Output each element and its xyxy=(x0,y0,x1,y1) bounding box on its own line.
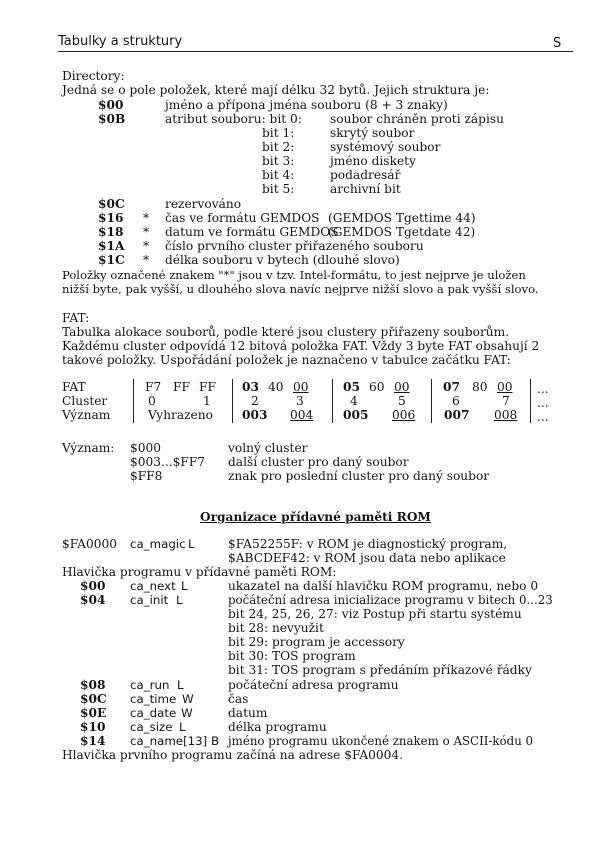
rom-field-type: L xyxy=(177,678,184,692)
fat-byte: 00 xyxy=(394,380,410,394)
intel-mark: * xyxy=(143,211,150,225)
fat-byte: FF xyxy=(199,380,216,394)
fat-byte: 00 xyxy=(497,380,513,394)
fat-row-label: FAT xyxy=(62,380,86,394)
rom-field-name: ca_magic xyxy=(130,537,186,551)
fat-ellipsis: ... xyxy=(537,382,549,396)
fat-text-line: takové položky. Uspořádání položek je naznačeno v tabulce začátku FAT: xyxy=(62,353,511,367)
bit-label: bit 1: xyxy=(262,126,295,140)
vyznam-code: $FF8 xyxy=(130,469,163,483)
vyznam-label: Význam: xyxy=(62,441,115,455)
bit-label: bit 2: xyxy=(262,140,295,154)
cluster-number: 2 xyxy=(251,394,259,408)
fat-ellipsis: ... xyxy=(537,410,549,424)
bit-desc: systémový soubor xyxy=(330,140,441,154)
rom-field-desc: počáteční adresa programu xyxy=(228,678,399,692)
dir-desc: čas ve formátu GEMDOS xyxy=(165,211,320,225)
rom-footer-note: Hlavička prvního programu začíná na adrese $FA0004. xyxy=(62,748,404,762)
dir-offset: $16 xyxy=(98,211,124,225)
dir-desc: jméno a přípona jména souboru (8 + 3 znaky) xyxy=(165,98,448,112)
dir-offset: $1A xyxy=(98,239,125,253)
cluster-number: 5 xyxy=(398,394,406,408)
fat-byte: 40 xyxy=(268,380,284,394)
bit-desc: podadresář xyxy=(330,168,401,182)
rom-field-type: L xyxy=(179,720,186,734)
bit-desc: skrytý soubor xyxy=(330,126,415,140)
dir-offset: $0B xyxy=(98,112,126,126)
vyznam-text: další cluster pro daný soubor xyxy=(228,455,409,469)
dir-offset: $0C xyxy=(98,197,125,211)
bit-desc: jméno diskety xyxy=(330,154,416,168)
rom-magic-desc: $FA52255F: v ROM je diagnostický program, xyxy=(228,537,508,551)
cluster-number: 1 xyxy=(203,394,211,408)
gemdos-ref: (GEMDOS Tgettime 44) xyxy=(328,211,476,225)
rom-init-bit: bit 29: program je accessory xyxy=(228,635,405,649)
directory-label: Directory: xyxy=(62,69,125,83)
rom-field-offset: $00 xyxy=(80,579,106,593)
vyznam-code: $003...$FF7 xyxy=(130,455,206,469)
rom-magic-desc: $ABCDEF42: v ROM jsou data nebo aplikace xyxy=(228,551,506,565)
cluster-meaning: 004 xyxy=(290,408,314,422)
page-number: S xyxy=(553,36,562,51)
rom-field-offset: $0C xyxy=(80,692,107,706)
rom-header-intro: Hlavička programu v přídavné paměti ROM: xyxy=(62,565,337,579)
cluster-number: 0 xyxy=(148,394,156,408)
fat-byte: 60 xyxy=(369,380,385,394)
rom-field-type: L xyxy=(188,537,195,551)
cluster-meaning: 007 xyxy=(444,408,470,422)
intel-mark: * xyxy=(143,253,150,267)
rom-magic-address: $FA0000 xyxy=(62,537,117,551)
rom-field-offset: $10 xyxy=(80,720,106,734)
rom-field-name: ca_date xyxy=(130,706,177,720)
rom-field-offset: $14 xyxy=(80,734,106,748)
fat-text-line: Každému cluster odpovídá 12 bitová položka FAT. Vždy 3 byte FAT obsahují 2 xyxy=(62,339,540,353)
intel-mark: * xyxy=(143,225,150,239)
intel-note-line: Položky označené znakem "*" jsou v tzv. Intel-formátu, to jest nejprve je uložen xyxy=(62,268,526,282)
rom-init-bit: bit 30: TOS program xyxy=(228,649,356,663)
gemdos-ref: (GEMDOS Tgetdate 42) xyxy=(328,225,476,239)
vyznam-text: znak pro poslední cluster pro daný soubor xyxy=(228,469,490,483)
bit-label: bit 3: xyxy=(262,154,295,168)
cluster-meaning: 008 xyxy=(494,408,518,422)
rom-field-desc: ukazatel na další hlavičku ROM programu, nebo 0 xyxy=(228,579,539,593)
header-rule xyxy=(58,51,573,52)
fat-byte: 05 xyxy=(343,380,360,394)
bit-label: bit 5: xyxy=(262,182,295,196)
intel-note-line: nižší byte, pak vyšší, u dlouhého slova navíc nejprve nižší slovo a pak vyšší slovo. xyxy=(62,282,539,296)
dir-offset: $1C xyxy=(98,253,125,267)
fat-text-line: Tabulka alokace souborů, podle které jsou clustery přiřazeny souborům. xyxy=(62,325,510,339)
cluster-number: 4 xyxy=(350,394,358,408)
cluster-meaning: 003 xyxy=(242,408,268,422)
fat-byte: 00 xyxy=(293,380,309,394)
cluster-meaning: 006 xyxy=(392,408,416,422)
fat-label: FAT: xyxy=(62,311,90,325)
cluster-meaning: Vyhrazeno xyxy=(148,408,213,422)
cluster-number: 3 xyxy=(296,394,304,408)
rom-field-type: W xyxy=(182,692,194,706)
fat-byte: 07 xyxy=(443,380,460,394)
page-header-title: Tabulky a struktury xyxy=(58,34,183,49)
dir-offset: $00 xyxy=(98,98,124,112)
rom-init-bit: bit 31: TOS program s předáním příkazové řádky xyxy=(228,663,532,677)
rom-field-desc: počáteční adresa inicializace programu v bitech 0...23 xyxy=(228,593,553,607)
rom-init-bit: bit 28: nevyužit xyxy=(228,621,324,635)
intel-mark: * xyxy=(143,239,150,253)
dir-desc: atribut souboru: bit 0: xyxy=(165,112,302,126)
directory-intro: Jedná se o pole položek, které mají délku 32 bytů. Jejich struktura je: xyxy=(62,83,490,97)
rom-field-name: ca_size xyxy=(130,720,173,734)
cluster-number: 6 xyxy=(452,394,460,408)
rom-field-desc: čas xyxy=(228,692,249,706)
bit-desc: archivní bit xyxy=(330,182,401,196)
rom-field-type: L xyxy=(181,579,188,593)
bit-desc: soubor chráněn proti zápisu xyxy=(330,112,504,126)
rom-field-desc: délka programu xyxy=(228,720,327,734)
rom-field-offset: $08 xyxy=(80,678,106,692)
vyznam-text: volný cluster xyxy=(228,441,308,455)
fat-row-label: Cluster xyxy=(62,394,108,408)
rom-field-offset: $04 xyxy=(80,593,106,607)
rom-field-desc: jméno programu ukončené znakem o ASCII-kódu 0 xyxy=(228,734,534,748)
dir-offset: $18 xyxy=(98,225,124,239)
vyznam-code: $000 xyxy=(130,441,162,455)
dir-desc: rezervováno xyxy=(165,197,242,211)
cluster-number: 7 xyxy=(502,394,510,408)
rom-field-type: W xyxy=(181,706,193,720)
rom-field-name: ca_name[13] xyxy=(130,734,208,748)
cluster-meaning: 005 xyxy=(343,408,369,422)
rom-field-name: ca_init xyxy=(130,593,169,607)
fat-byte: F7 xyxy=(145,380,162,394)
fat-byte: FF xyxy=(173,380,190,394)
fat-ellipsis: ... xyxy=(537,396,549,410)
rom-field-desc: datum xyxy=(228,706,268,720)
table-separator xyxy=(232,379,233,423)
rom-field-type: B xyxy=(211,734,220,748)
fat-byte: 80 xyxy=(472,380,488,394)
dir-desc: datum ve formátu GEMDOS xyxy=(165,225,339,239)
fat-row-label: Význam xyxy=(62,408,111,422)
rom-init-bit: bit 24, 25, 26, 27: viz Postup při startu systému xyxy=(228,607,522,621)
rom-section-heading: Organizace přídavné paměti ROM xyxy=(200,510,431,524)
table-separator xyxy=(530,379,531,423)
dir-desc: číslo prvního cluster přiřazeného souboru xyxy=(165,239,424,253)
fat-byte: 03 xyxy=(242,380,259,394)
dir-desc: délka souboru v bytech (dlouhé slovo) xyxy=(165,253,400,267)
table-separator xyxy=(332,379,333,423)
table-separator xyxy=(431,379,432,423)
rom-field-offset: $0E xyxy=(80,706,107,720)
rom-field-name: ca_next xyxy=(130,579,176,593)
bit-label: bit 4: xyxy=(262,168,295,182)
table-separator xyxy=(133,379,134,423)
rom-field-name: ca_run xyxy=(130,678,170,692)
rom-field-name: ca_time xyxy=(130,692,177,706)
rom-field-type: L xyxy=(176,593,183,607)
